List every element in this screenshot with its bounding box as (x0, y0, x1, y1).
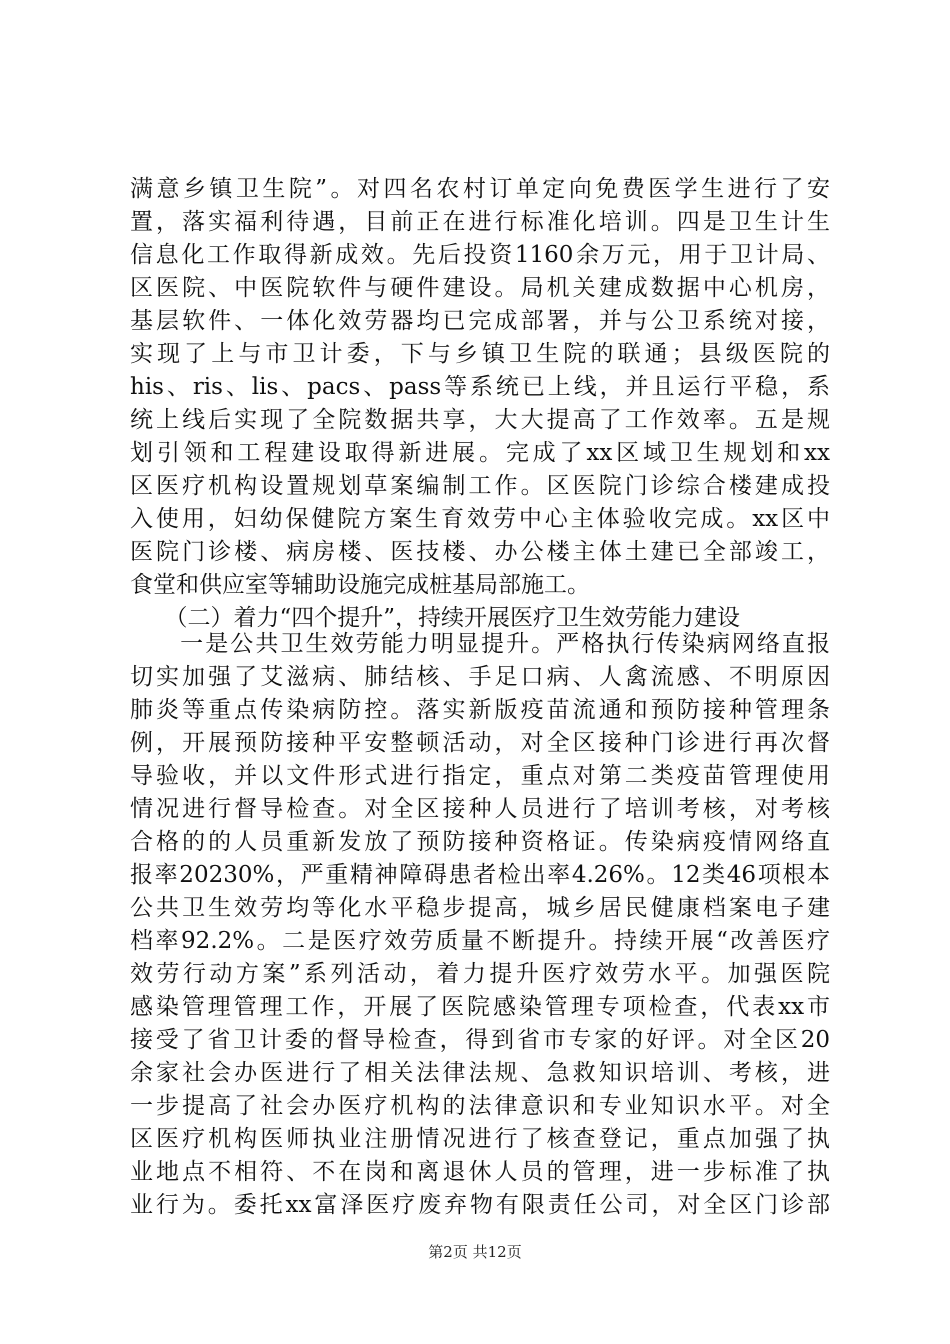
paragraph-block-2 (130, 628, 830, 1222)
text-line: 入使用，妇幼保健院方案生育效劳中心主体验收完成。xx区中 (130, 506, 830, 532)
text-line: 一是公共卫生效劳能力明显提升。严格执行传染病网络直报 (130, 631, 830, 657)
text-line: 信息化工作取得新成效。先后投资1160余万元，用于卫计局、 (130, 242, 830, 268)
text-line: 例，开展预防接种平安整顿活动，对全区接种门诊进行再次督 (130, 730, 830, 756)
text-line: 感染管理管理工作，开展了医院感染管理专项检查，代表xx市 (130, 994, 830, 1020)
text-line: 合格的的人员重新发放了预防接种资格证。传染病疫情网络直 (130, 829, 830, 855)
text-line: 余家社会办医进行了相关法律法规、急救知识培训、考核，进 (130, 1060, 830, 1086)
text-line: 区医院、中医院软件与硬件建设。局机关建成数据中心机房， (130, 275, 830, 301)
text-line: 置，落实福利待遇，目前正在进行标准化培训。四是卫生计生 (130, 209, 830, 235)
text-line: 区医疗机构设置规划草案编制工作。区医院门诊综合楼建成投 (130, 473, 830, 499)
text-line: 统上线后实现了全院数据共享，大大提高了工作效率。五是规 (130, 407, 830, 433)
text-line: 切实加强了艾滋病、肺结核、手足口病、人禽流感、不明原因 (130, 664, 830, 690)
text-line: 区医疗机构医师执业注册情况进行了核查登记，重点加强了执 (130, 1126, 830, 1152)
text-line: 一步提高了社会办医疗机构的法律意识和专业知识水平。对全 (130, 1093, 830, 1119)
text-line: 档率92.2%。二是医疗效劳质量不断提升。持续开展“改善医疗 (130, 928, 830, 954)
text-line: 肺炎等重点传染病防控。落实新版疫苗流通和预防接种管理条 (130, 697, 830, 723)
text-line: 食堂和供应室等辅助设施完成桩基局部施工。 (130, 572, 590, 598)
text-line: his、ris、lis、pacs、pass等系统已上线，并且运行平稳，系 (130, 374, 830, 400)
text-line: 业地点不相符、不在岗和离退休人员的管理，进一步标准了执 (130, 1159, 830, 1185)
text-line: 满意乡镇卫生院”。对四名农村订单定向免费医学生进行了安 (130, 176, 830, 202)
text-line: 医院门诊楼、病房楼、医技楼、办公楼主体土建已全部竣工， (130, 539, 830, 565)
text-line: 公共卫生效劳均等化水平稳步提高，城乡居民健康档案电子建 (130, 895, 830, 921)
text-line: 导验收，并以文件形式进行指定，重点对第二类疫苗管理使用 (130, 763, 830, 789)
section-heading: （二）着力“四个提升”，持续开展医疗卫生效劳能力建设 (130, 605, 741, 631)
text-line: 报率20230%，严重精神障碍患者检出率4.26%。12类46项根本 (130, 862, 830, 888)
text-line: 接受了省卫计委的督导检查，得到省市专家的好评。对全区20 (130, 1027, 830, 1053)
text-line: 情况进行督导检查。对全区接种人员进行了培训考核，对考核 (130, 796, 830, 822)
text-line: 业行为。委托xx富泽医疗废弃物有限责任公司，对全区门诊部 (130, 1192, 830, 1218)
text-line: 基层软件、一体化效劳器均已完成部署，并与公卫系统对接， (130, 308, 830, 334)
text-line: 实现了上与市卫计委，下与乡镇卫生院的联通；县级医院的 (130, 341, 830, 367)
text-line: 划引领和工程建设取得新进展。完成了xx区域卫生规划和xx (130, 440, 830, 466)
paragraph-block-1 (130, 173, 830, 635)
page-number-footer: 第2页 共12页 (428, 1243, 522, 1261)
text-line: 效劳行动方案”系列活动，着力提升医疗效劳水平。加强医院 (130, 961, 830, 987)
